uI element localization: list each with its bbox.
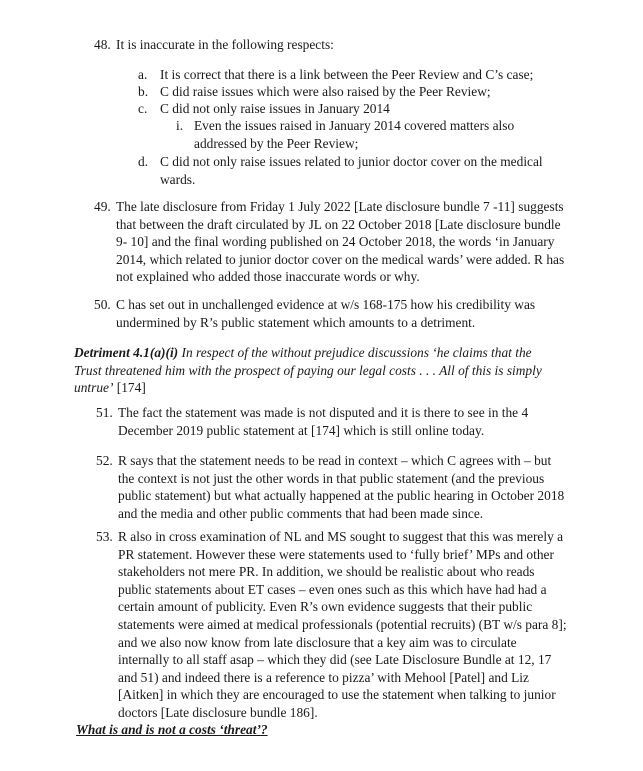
detriment-text: In respect of the without prejudice discussions ‘he claims that the Trust threatened him with the prospect of paying our legal costs . . . All of this is simply untrue’ [74, 345, 542, 396]
paragraph-50 [94, 296, 572, 331]
list-text: Even the issues raised in January 2014 covered matters also addressed by the Peer Review; [194, 118, 515, 151]
detriment-label: Detriment 4.1(a)(i) [74, 345, 179, 360]
paragraph-number: 52. [96, 453, 113, 468]
paragraph-text: R says that the statement needs to be read in context – which C agrees with – but the context is not just the other words in that public statement (and the previous public statement) but what actually happened at the public hearing in October 2018 and the media and other public comments that had been made since. [118, 453, 565, 521]
paragraph-text: The late disclosure from Friday 1 July 2022 [Late disclosure bundle 7 -11] suggests that between the draft circulated by JL on 22 October 2018 [Late disclosure bundle 9- 10] and the final wording published on 24 October 2018, the words ‘in January 2014, which related to junior doctor cover on the medical wards’ were added. R has not explained who added those inaccurate words or why. [116, 199, 565, 285]
paragraph-text: R also in cross examination of NL and MS sought to suggest that this was merely a PR statement. However these were statements used to ‘fully brief’ MPs and other stakeholders not mere PR. In addition, we should be realistic about who reads public statements about ET cases – even ones such as this which have had had a certain amount of publicity. Even R’s own evidence suggests that their public statements were aimed at medical professionals (potential recruits) (BT w/s para 8]; and we also now know from late disclosure that a key aim was to circulate internally to all staff asap – which they did (see Late Disclosure Bundle at 12, 17 and 51) and indeed there is a reference to pizza’ with Mehool [Patel] and Liz [Aitken] in which they are encouraged to use the statement when talking to junior doctors [Late disclosure bundle 186]. [118, 529, 567, 720]
list-marker: a. [138, 67, 148, 82]
list-item-c [138, 100, 568, 118]
paragraph-51 [96, 404, 566, 439]
list-text: C did not only raise issues related to junior doctor cover on the medical wards. [160, 154, 543, 187]
paragraph-text: It is inaccurate in the following respects: [116, 37, 334, 52]
paragraph-48 [94, 36, 564, 54]
paragraph-49 [94, 198, 572, 286]
section-heading: What is and is not a costs ‘threat’? [76, 722, 268, 737]
paragraph-number: 51. [96, 405, 113, 420]
list-item-b [138, 83, 568, 101]
list-marker: i. [176, 118, 184, 133]
list-item-d [138, 153, 558, 188]
paragraph-52 [96, 452, 570, 522]
paragraph-number: 48. [94, 37, 111, 52]
list-item-a [138, 66, 568, 84]
paragraph-text: C has set out in unchallenged evidence at w/s 168-175 how his credibility was undermined by R’s public statement which amounts to a detriment. [116, 297, 536, 330]
detriment-ref: [174] [116, 380, 146, 396]
paragraph-number: 53. [96, 529, 113, 544]
detriment-heading [74, 344, 560, 397]
list-marker: c. [138, 101, 148, 116]
list-text: C did not only raise issues in January 2014 [160, 101, 390, 116]
paragraph-number: 49. [94, 199, 111, 214]
list-text: C did raise issues which were also raised by the Peer Review; [160, 84, 491, 99]
paragraph-text: The fact the statement was made is not disputed and it is there to see in the 4 December 2019 public statement at [174] which is still online today. [118, 405, 529, 438]
paragraph-number: 50. [94, 297, 111, 312]
list-marker: d. [138, 154, 149, 169]
paragraph-53 [96, 528, 570, 722]
list-text: It is correct that there is a link between the Peer Review and C’s case; [160, 67, 534, 82]
list-item-c-i [176, 117, 556, 152]
list-marker: b. [138, 84, 149, 99]
